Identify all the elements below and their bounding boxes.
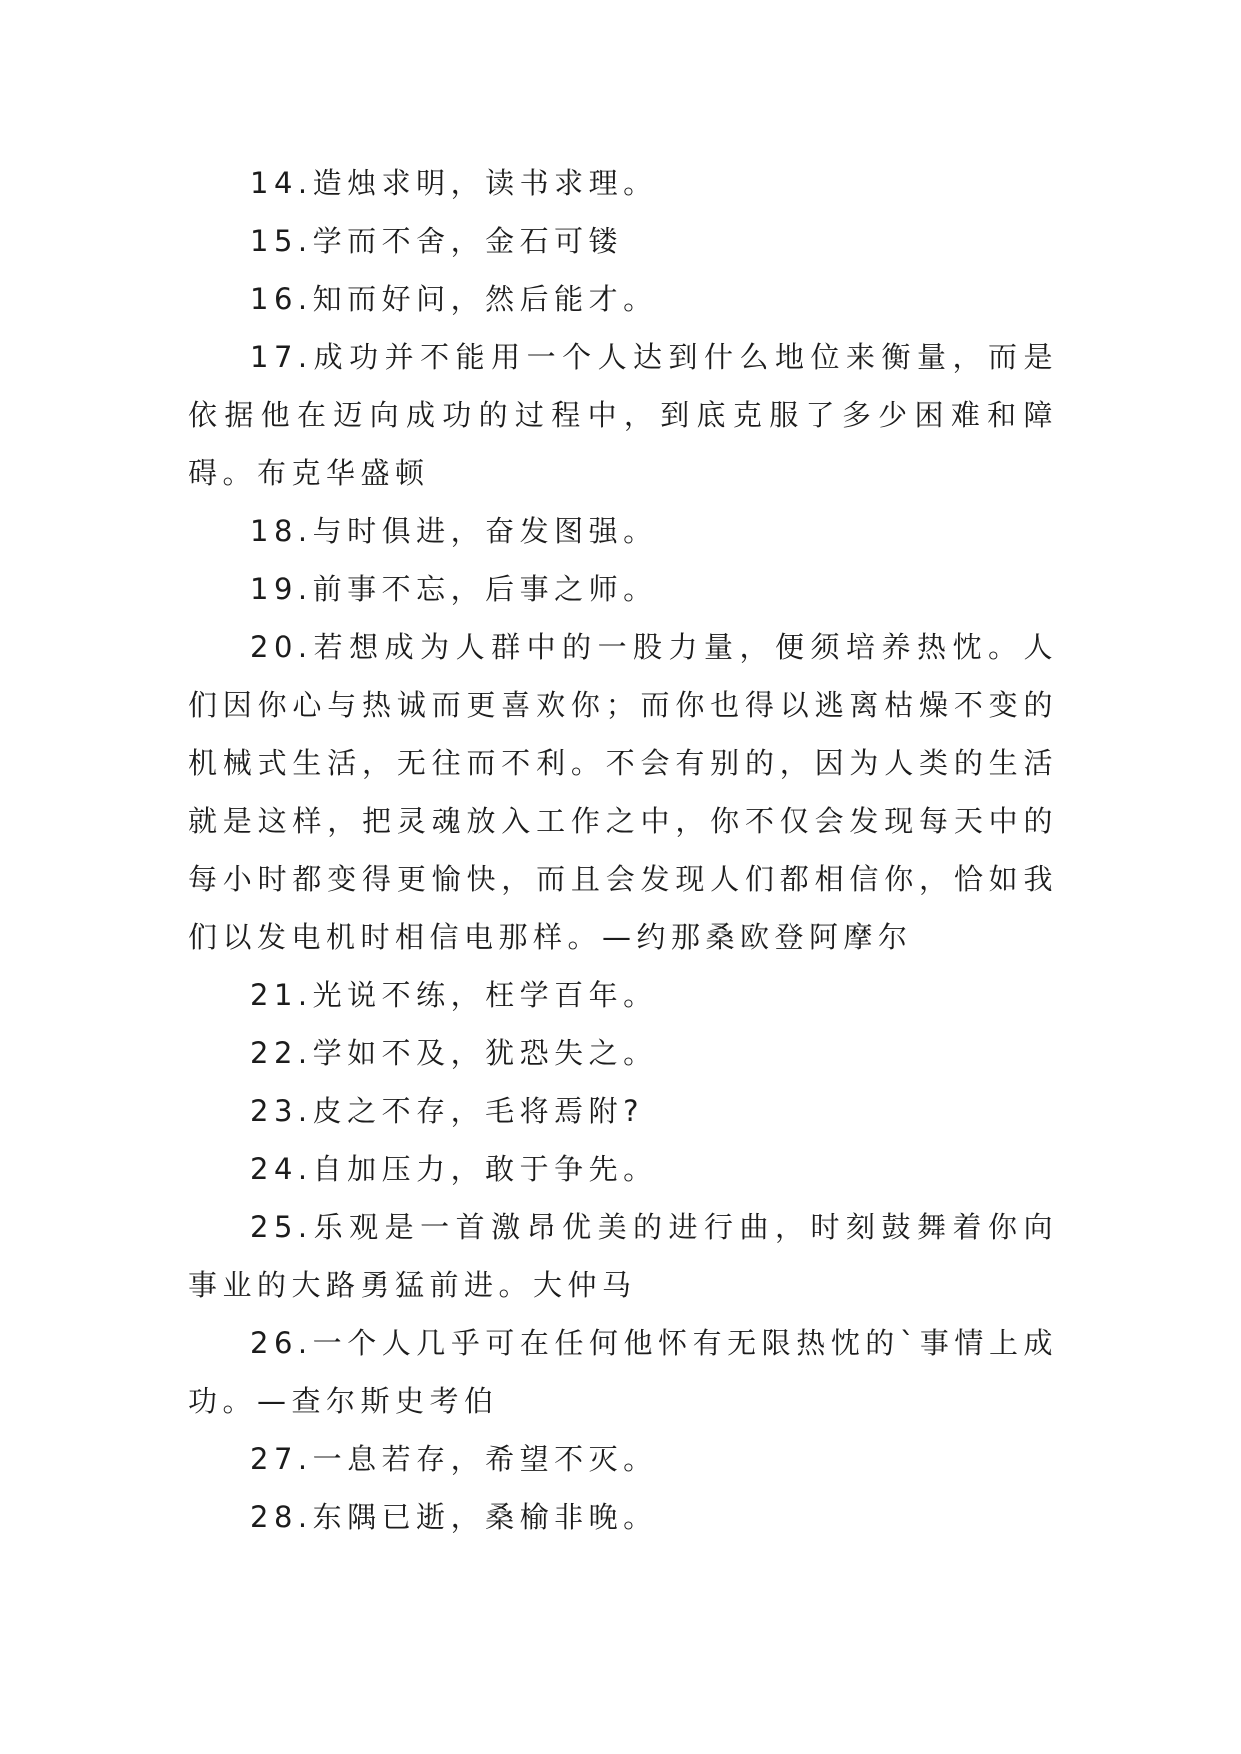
quote-paragraph-15: 15.学而不舍，金石可镂: [250, 224, 624, 258]
document-body: [188, 154, 1058, 1546]
quote-paragraph-16: 16.知而好问，然后能才。: [250, 282, 658, 316]
quote-paragraph-25: 25.乐观是一首激昂优美的进行曲，时刻鼓舞着你向事业的大路勇猛前进。大仲马: [188, 1210, 1058, 1302]
quote-paragraph-21: 21.光说不练，枉学百年。: [250, 978, 658, 1012]
quote-paragraph-28: 28.东隅已逝，桑榆非晚。: [250, 1500, 658, 1534]
quote-paragraph-27: 27.一息若存，希望不灭。: [250, 1442, 658, 1476]
quote-paragraph-22: 22.学如不及，犹恐失之。: [250, 1036, 658, 1070]
quote-paragraph-18: 18.与时俱进，奋发图强。: [250, 514, 658, 548]
quote-paragraph-26: 26.一个人几乎可在任何他怀有无限热忱的`事情上成功。—查尔斯史考伯: [188, 1326, 1058, 1418]
quote-paragraph-20: 20.若想成为人群中的一股力量，便须培养热忱。人们因你心与热诚而更喜欢你；而你也得以逃离枯燥不变的机械式生活，无往而不利。不会有别的，因为人类的生活就是这样，把灵魂放入工作之中，你不仅会发现每天中的每小时都变得更愉快，而且会发现人们都相信你，恰如我们以发电机时相信电那样。—约那桑欧登阿摩尔: [188, 630, 1058, 954]
quote-paragraph-14: 14.造烛求明，读书求理。: [250, 166, 658, 200]
quote-paragraph-19: 19.前事不忘，后事之师。: [250, 572, 658, 606]
quote-paragraph-17: 17.成功并不能用一个人达到什么地位来衡量，而是依据他在迈向成功的过程中，到底克服了多少困难和障碍。布克华盛顿: [188, 340, 1058, 490]
quote-paragraph-23: 23.皮之不存，毛将焉附?: [250, 1094, 645, 1128]
quote-paragraph-24: 24.自加压力，敢于争先。: [250, 1152, 658, 1186]
